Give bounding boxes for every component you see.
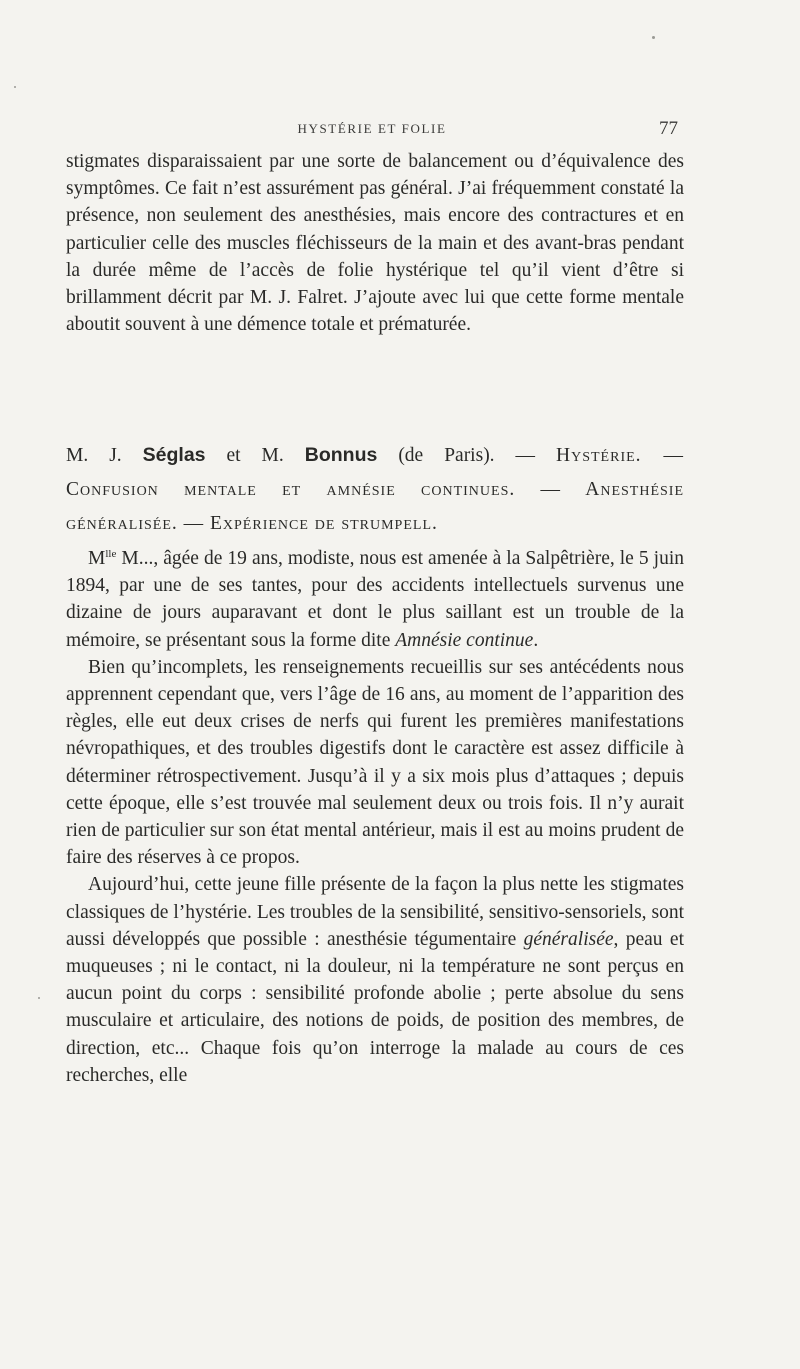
article-title-part-1: Hystérie. — [556,445,685,466]
text-block-continued [66,148,684,338]
article-title-part-3: généralisée. — Expérience de strumpell. [66,513,438,534]
running-header [66,118,678,140]
page-number: 77 [659,118,678,139]
case-intro-end: . [533,629,539,651]
heading-line-1 [66,438,684,473]
case-intro-text: M..., âgée de 19 ans, modiste, nous est amenée à la Salpêtrière, le 5 juin 1894, par une de ses tantes, pour des accidents intellectuels survenus une dizaine de jours auparavant et dont le plus saillant est un trouble de la mémoire, se présentant sous la forme dite [66,548,684,651]
salutation-superscript: lle [105,548,117,560]
author-affiliation: (de Paris). — [398,445,536,466]
article-heading [66,438,684,541]
text-block-case [66,545,684,1089]
paper-speck [14,86,16,88]
today-text: Aujourd’hui, cette jeune fille présente de la façon la plus nette les stigmates classiques de l’hystérie. Les troubles de la sensibilité, sensitivo-sensoriels, sont aussi développés que possible : anesthésie tégumentaire [66,874,684,950]
today-text-end: , peau et muqueuses ; ni le contact, ni la douleur, ni la température ne sont perçus en aucun point du corps : sensibilité profonde abolie ; perte absolue du sens musculaire et articulaire, des notions de poids, de position des membres, de direction, etc... Chaque fois qu’on interroge la malade au cours de ces recherches, elle [66,928,684,1086]
author-name-2: Bonnus [304,444,378,466]
author-name-1: Séglas [142,444,206,466]
paper-speck [652,36,655,39]
salutation: M [88,548,106,569]
paragraph-case-intro [66,545,684,654]
article-title-part-2: Confusion mentale et amnésie continues. — Anesthésie [66,479,684,500]
italic-term-amnesie: Amnésie continue [395,629,534,651]
author-prefix-1: M. J. [66,445,122,466]
paragraph-history: Bien qu’incomplets, les renseignements recueillis sur ses antécédents nous apprennent cependant que, vers l’âge de 16 ans, au moment de l’apparition des règles, elle eut deux crises de nerfs qui furent les premières manifestations névropathiques, et des troubles digestifs dont le caractère est assez difficile à déterminer rétrospectivement. Jusqu’à il y a six mois plus d’attaques ; depuis cette époque, elle s’est trouvée mal seulement deux ou trois fois. Il n’y aurait rien de particulier sur son état mental antérieur, mais il est au moins prudent de faire des réserves à ce propos. [66,656,684,869]
running-title: HYSTÉRIE ET FOLIE [297,121,447,136]
paper-speck [38,997,40,999]
italic-term-generalisee: généralisée [523,928,614,950]
paragraph-today [66,871,684,1089]
author-conjunction: et M. [226,445,284,466]
paragraph-continued: stigmates disparaissaient par une sorte de balancement ou d’équivalence des symptômes. Ce fait n’est assurément pas général. J’ai fréquemment constaté la présence, non seulement des anesthésies, mais encore des contractures et en particulier celle des muscles fléchisseurs de la main et des avant-bras pendant la durée même de l’accès de folie hystérique tel qu’il vient d’être si brillamment décrit par M. J. Falret. J’ajoute avec lui que cette forme mentale aboutit souvent à une démence totale et prématurée. [66,151,684,336]
